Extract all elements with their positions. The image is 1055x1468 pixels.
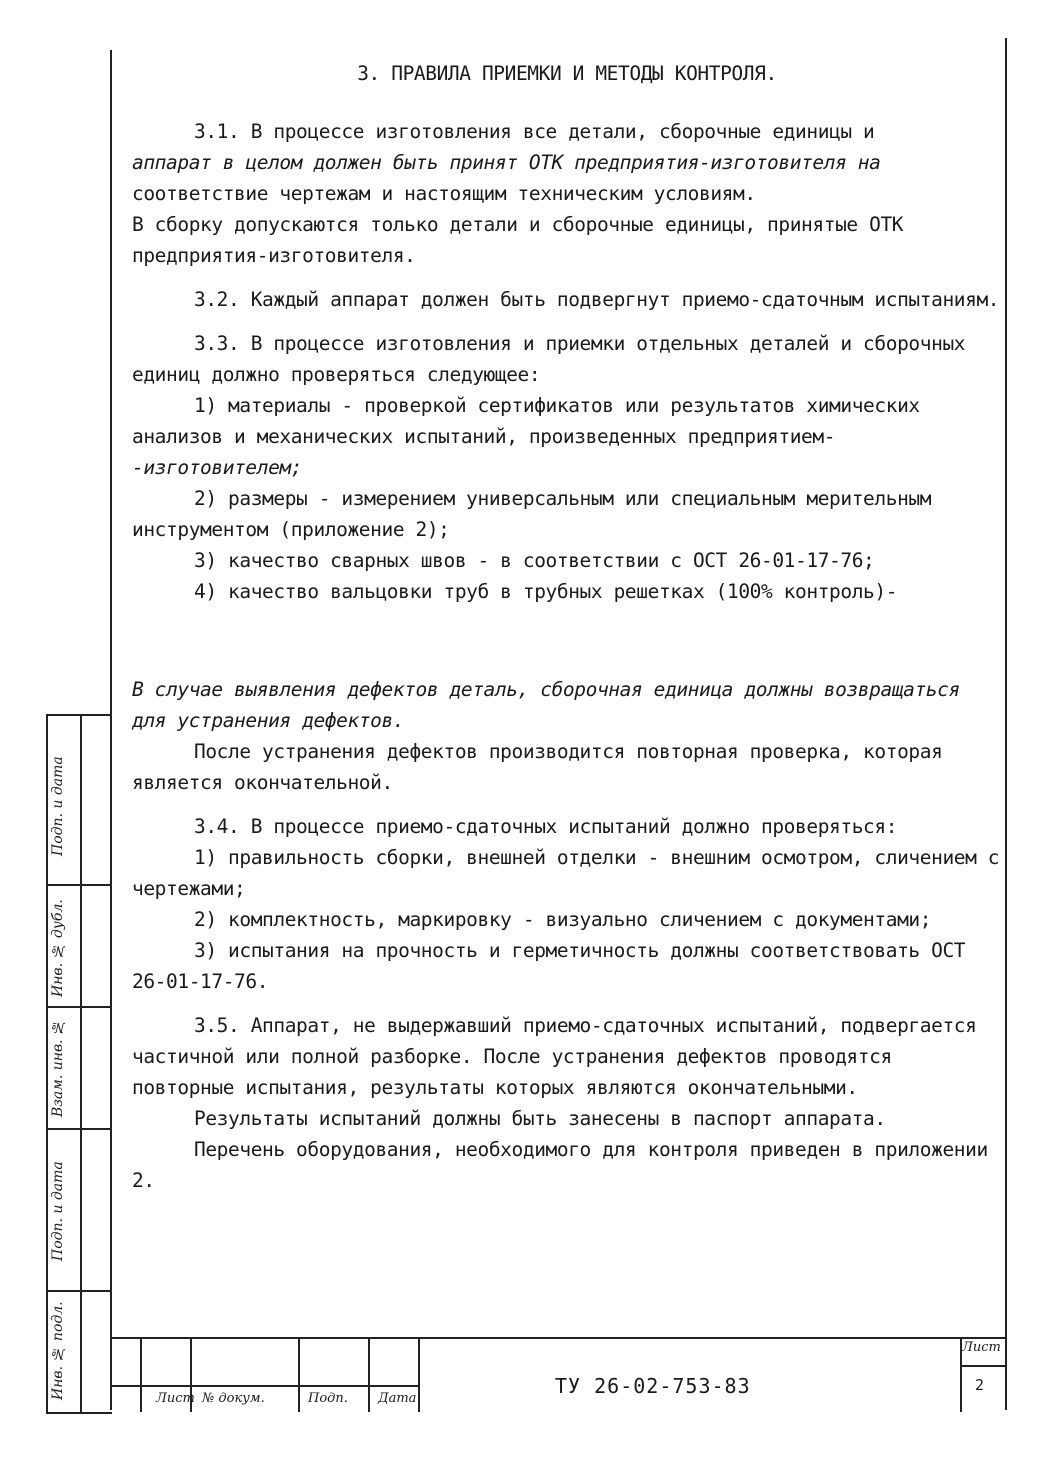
paragraph-3-1-line3: соответствие чертежам и настоящим техническим условиям. — [132, 182, 756, 205]
item-rolling: 4) качество вальцовки труб в трубных решетках (100% контроль)- — [194, 580, 898, 603]
sheet-label: Лист — [962, 1340, 1001, 1355]
paragraph-3-5: 3.5. Аппарат, не выдержавший приемо-сдаточных испытаний, подвергается частичной или полной разборке. После устранения дефектов проводятся повторные испытания, результаты которых являются окончательными. — [132, 1014, 977, 1099]
document-code: ТУ 26-02-753-83 — [555, 1374, 751, 1398]
item-strength-tests: 3) испытания на прочность и герметичность должны соответствовать ОСТ 26-01-17-76. — [132, 939, 966, 993]
side-label-sign-date: Подп. и дата — [50, 756, 66, 856]
paragraph-3-1-line2: аппарат в целом должен быть принят ОТК предприятия-изготовителя на — [132, 151, 881, 174]
paragraph-equipment-list: Перечень оборудования, необходимого для контроля приведен в приложении 2. — [132, 1138, 988, 1192]
item-dimensions: 2) размеры - измерением универсальным или специальным мерительным инструментом (приложение 2); — [132, 487, 932, 541]
section-title: 3. ПРАВИЛА ПРИЕМКИ И МЕТОДЫ КОНТРОЛЯ. — [357, 62, 777, 85]
paragraph-3-1-assembly: В сборку допускаются только детали и сборочные единицы, принятые ОТК предприятия-изготовителя. — [132, 213, 904, 267]
paragraph-results: Результаты испытаний должны быть занесены в паспорт аппарата. — [194, 1107, 886, 1130]
paragraph-3-4: 3.4. В процессе приемо-сдаточных испытаний должно проверяться: — [194, 815, 898, 838]
stamp-label-date: Дата — [378, 1391, 417, 1406]
side-label-replace-inv: Взам. инв. № — [50, 1018, 66, 1118]
item-completeness: 2) комплектность, маркировку - визуально сличением с документами; — [194, 908, 932, 931]
paragraph-recheck: После устранения дефектов производится повторная проверка, которая является окончательной. — [132, 740, 943, 794]
stamp-label-doc: № докум. — [202, 1391, 265, 1406]
side-label-orig-inv: Инв. № подл. — [50, 1301, 66, 1401]
item-materials-end: -изготовителем; — [132, 456, 303, 479]
side-label-dup-inv: Инв. № дубл. — [50, 899, 66, 997]
paragraph-3-3: 3.3. В процессе изготовления и приемки отдельных деталей и сборочных единиц должно проверяться следующее: — [132, 332, 966, 386]
frame-right-border — [1005, 38, 1007, 1410]
paragraph-3-2: 3.2. Каждый аппарат должен быть подвергнут приемо-сдаточным испытаниям. — [194, 288, 1000, 311]
item-materials: 1) материалы - проверкой сертификатов или результатов химических анализов и механических испытаний, произведенных предприятием- — [132, 394, 920, 448]
item-assembly-check: 1) правильность сборки, внешней отделки - внешним осмотром, сличением с чертежами; — [132, 846, 1000, 900]
document-body — [132, 58, 1002, 1196]
sheet-number: 2 — [975, 1376, 985, 1394]
side-label-sign-date-2: Подп. и дата — [50, 1161, 66, 1261]
item-welds: 3) качество сварных швов - в соответствии с ОСТ 26-01-17-76; — [194, 549, 875, 572]
paragraph-defects: В случае выявления дефектов деталь, сборочная единица должны возвращаться для устранения дефектов. — [132, 678, 960, 732]
stamp-label-sheet: Лист — [156, 1391, 195, 1406]
side-stamp — [46, 714, 112, 1414]
stamp-label-sign: Подп. — [308, 1391, 348, 1406]
paragraph-3-1-line1: 3.1. В процессе изготовления все детали, сборочные единицы и — [194, 120, 875, 143]
